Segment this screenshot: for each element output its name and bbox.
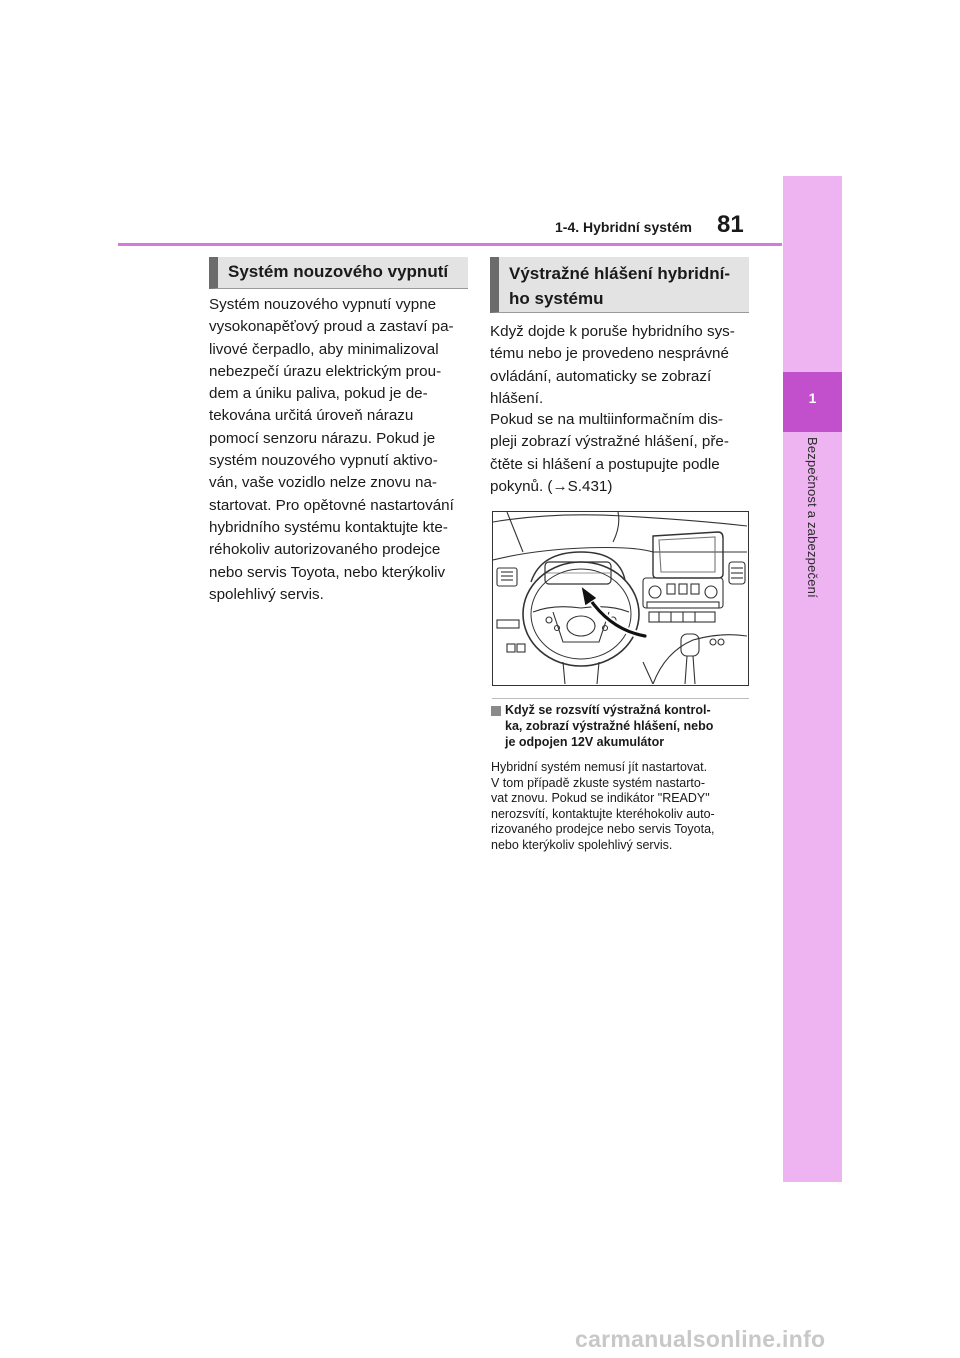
section-title: 1-4. Hybridní systém [555, 219, 692, 235]
text-line: spolehlivý servis. [209, 585, 324, 603]
hybrid-warning-paragraph-2 [490, 409, 752, 498]
watermark: carmanualsonline.info [575, 1326, 826, 1352]
text-line: startovat. Pro opětovné nastartování [209, 496, 454, 514]
chapter-title: Bezpečnost a zabezpečení [805, 437, 820, 598]
text-line: dem a úniku paliva, pokud je de- [209, 385, 428, 403]
pointer-arrow-icon [581, 586, 645, 636]
text-line: čtěte si hlášení a postupujte podle [490, 455, 720, 473]
text-line: tému nebo je provedeno nesprávné [490, 345, 729, 363]
text-line: Systém nouzového vypnutí vypne [209, 296, 437, 313]
subtitle-line: ka, zobrazí výstražné hlášení, nebo [505, 719, 714, 733]
subtitle-line: Když se rozsvítí výstražná kontrol- [505, 703, 711, 717]
heading-line: ho systému [509, 289, 604, 308]
text-line: nerozsvítí, kontaktujte kteréhokoliv auto- [491, 806, 715, 821]
text-line: nebo kterýkoliv spolehlivý servis. [491, 837, 673, 852]
text-line: ovládání, automaticky se zobrazí [490, 367, 712, 385]
text-line: vysokonapěťový proud a zastaví pa- [209, 318, 454, 336]
text-line: V tom případě zkuste systém nastarto- [491, 775, 705, 790]
chapter-number: 1 [808, 390, 817, 406]
heading-hybrid-warning [490, 257, 749, 313]
text-line: hlášení. [490, 389, 544, 407]
heading-emergency-shutoff: Systém nouzového vypnutí [209, 257, 468, 289]
dashboard-drawing [493, 512, 747, 684]
subsection-text [491, 760, 753, 853]
illustration-divider [492, 698, 749, 699]
text-line: livové čerpadlo, aby minimalizoval [209, 340, 439, 358]
text-line: vat znovu. Pokud se indikátor "READY" [491, 791, 710, 805]
hybrid-warning-paragraph-1 [490, 321, 752, 410]
text-line: nebo servis Toyota, nebo kterýkoliv [209, 563, 446, 581]
text-line: Když dojde k poruše hybridního sys- [490, 323, 735, 340]
page-number: 81 [717, 211, 744, 238]
subsection-title [505, 702, 751, 750]
text-line: systém nouzového vypnutí aktivo- [209, 452, 438, 470]
heading-line: Výstražné hlášení hybridní- [509, 264, 731, 283]
text-line: tekována určitá úroveň nárazu [209, 407, 414, 425]
header-divider [118, 243, 782, 246]
chapter-side-tab [783, 176, 842, 1182]
emergency-shutoff-paragraph [209, 294, 471, 606]
text-line: pleji zobrazí výstražné hlášení, pře- [490, 433, 729, 451]
text-line: pomocí senzoru nárazu. Pokud je [209, 429, 436, 447]
text-line: Pokud se na multiinformačním dis- [490, 411, 723, 428]
text-line: Hybridní systém nemusí jít nastartovat. [491, 760, 708, 774]
text-line: rizovaného prodejce nebo servis Toyota, [491, 822, 715, 836]
dashboard-illustration [492, 511, 749, 686]
text-line: ván, vaše vozidlo nelze znovu na- [209, 474, 437, 492]
square-bullet-icon [491, 706, 501, 716]
page-reference[interactable]: pokynů. (→S.431) [490, 477, 613, 495]
text-line: hybridního systému kontaktujte kte- [209, 518, 448, 536]
subtitle-line: je odpojen 12V akumulátor [505, 735, 665, 749]
text-line: nebezpečí úrazu elektrickým prou- [209, 362, 442, 380]
text-line: réhokoliv autorizovaného prodejce [209, 541, 441, 559]
